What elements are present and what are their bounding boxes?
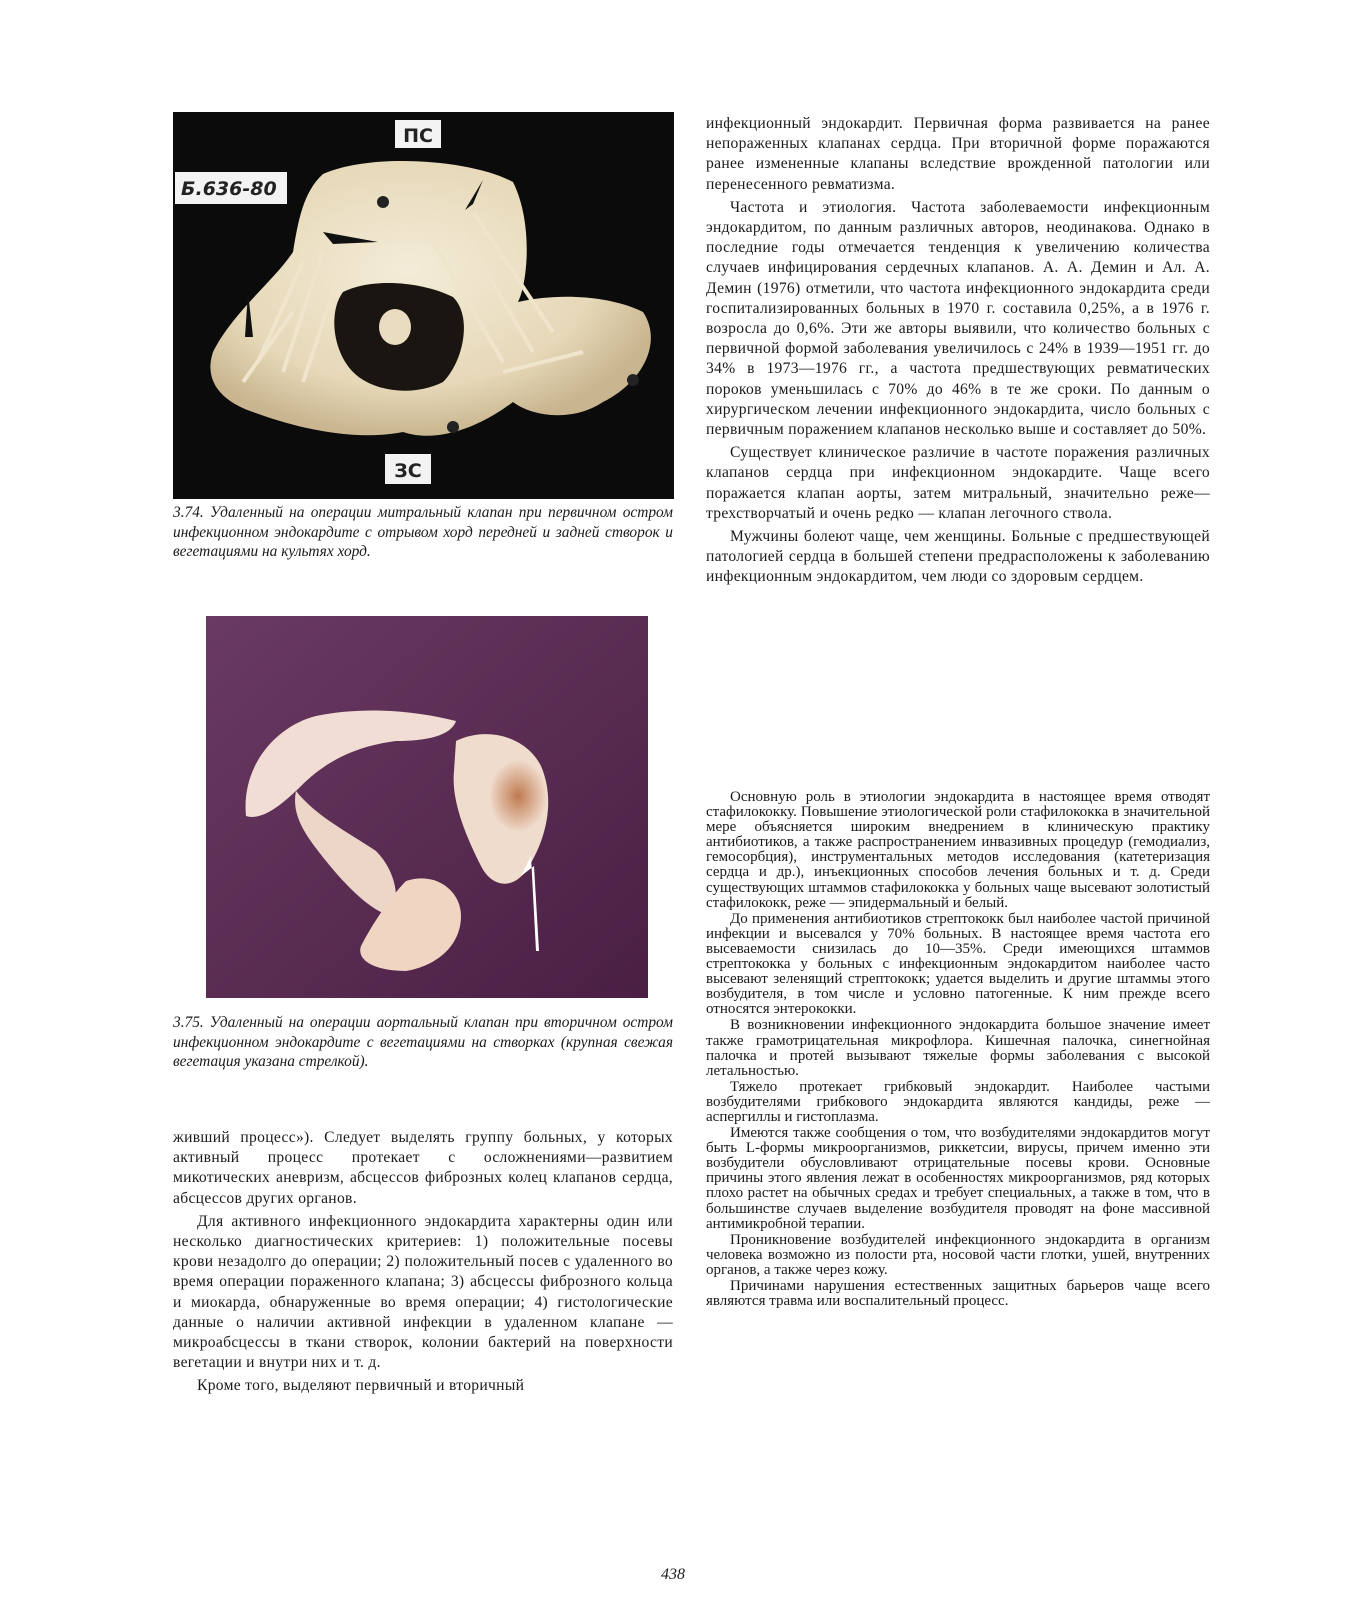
figure-3-75-photo (206, 616, 648, 998)
small-paragraph: Тяжело протекает грибковый эндокардит. Наиболее частыми возбудителями грибкового эндокардита являются кандиды, реже — аспергиллы и гистоплазма. (706, 1078, 1210, 1125)
figure-3-74-photo (173, 112, 674, 499)
paragraph: Существует клиническое различие в частоте поражения различных клапанов сердца при инфекционном эндокардите. Чаще всего поражается клапан аорты, затем митральный, значительно реже—трехстворчатый и очень редко — клапан легочного ствола. (706, 444, 1210, 522)
paragraph: Мужчины болеют чаще, чем женщины. Больные с предшествующей патологией сердца в большей степени предрасположены к заболеванию инфекционным эндокардитом, чем люди со здоровым сердцем. (706, 528, 1210, 586)
right-column-small-text (706, 790, 1210, 1309)
paragraph: Для активного инфекционного эндокардита характерны один или несколько диагностических критериев: 1) положительные посевы крови незадолго до операции; 2) положительный посев с удаленного во время операции пораженного клапана; 3) абсцессы фиброзного кольца и миокарда, обнаруженные во время операции; 4) гистологические данные о наличии активной инфекции в удаленном клапане — микроабсцессы в ткани створок, колонии бактерий на поверхности вегетации и внутри них и т. д. (173, 1212, 673, 1372)
small-paragraph: Причинами нарушения естественных защитных барьеров чаще всего являются травма или воспалительный процесс. (706, 1278, 1210, 1310)
small-paragraph: Имеются также сообщения о том, что возбудителями эндокардитов могут быть L-формы микроорганизмов, риккетсии, вирусы, причем именно эти возбудители обусловливают отрицательные посевы крови. Основные причины этого явления лежат в особенностях микроорганизмов, ряд которых плохо растет на обычных средах и требует специальных, а также в том, что в большинстве случаев выделение возбудителя проводят на фоне массивной антимикробной терапии. (706, 1125, 1210, 1232)
paragraph: живший процесс»). Следует выделять группу больных, у которых активный процесс протекает с осложнениями—развитием микотических аневризм, абсцессов фиброзных колец клапанов сердца, абсцессов других органов. (173, 1129, 673, 1207)
paragraph: инфекционный эндокардит. Первичная форма развивается на ранее непораженных клапанах сердца. При вторичной форме поражаются ранее измененные клапаны вследствие врожденной патологии или перенесенного ревматизма. (706, 115, 1210, 193)
small-paragraph: Проникновение возбудителей инфекционного эндокардита в организм человека возможно из полости рта, носовой части глотки, ушей, внутренних органов, а также через кожу. (706, 1231, 1210, 1278)
right-column-text (706, 114, 1210, 588)
label-zs: ЗС (394, 460, 422, 482)
specimen-number: Б.636-80 (181, 178, 277, 200)
left-column-text (173, 1128, 673, 1397)
vegetation-shape (379, 309, 411, 345)
small-paragraph: Основную роль в этиологии эндокардита в настоящее время отводят стафилококку. Повышение этиологической роли стафилококка в значительной мере объясняется широким внедрением в клиническую практику антибиотиков, а также распространением инвазивных процедур (гемодиализ, гемосорбция), инструментальных методов исследования (катетеризация сердца и др.), инъекционных способов лечения больных и т. д. Среди существующих штаммов стафилококка у больных чаще высевают золотистый стафилококк, реже — эпидермальный и белый. (706, 789, 1210, 911)
paragraph: Частота и этиология. Частота заболеваемости инфекционным эндокардитом, по данным различных авторов, неодинакова. Однако в последние годы отмечается тенденция к увеличению количества случаев инфицирования сердечных клапанов. А. А. Демин и Ал. А. Демин (1976) отметили, что частота инфекционного эндокардита среди госпитализированных больных в 1970 г. составила 0,25%, а в 1976 г. возросла до 0,6%. Эти же авторы выявили, что количество больных с первичной формой заболевания увеличилось с 24% в 1939—1951 гг. до 34% в 1973—1976 гг., а частота предшествующих ревматических пороков уменьшилась с 70% до 46% в те же сроки. По данным о хирургическом лечении инфекционного эндокардита, число больных с первичным поражением клапанов несколько выше и составляет до 50%. (706, 198, 1210, 439)
aortic-valve-image (206, 616, 648, 998)
small-paragraph: До применения антибиотиков стрептококк был наиболее частой причиной инфекции и высевался у 70% больных. В настоящее время частота его высеваемости снизилась до 10—35%. Среди имеющихся штаммов стрептококка у больных с инфекционным эндокардитом наиболее часто высевают зеленящий стрептококк; удается выделить и другие штаммы этого возбудителя, в том числе и условно патогенные. К ним прежде всего относятся энтерококки. (706, 910, 1210, 1018)
label-ps: ПС (403, 125, 433, 147)
paragraph: Кроме того, выделяют первичный и вторичный (197, 1377, 525, 1395)
mitral-valve-image (173, 112, 674, 499)
figure-3-75-caption: 3.75. Удаленный на операции аортальный клапан при вторичном остром инфекционном эндокардите с вегетациями на створках (крупная свежая вегетация указана стрелкой). (173, 1014, 673, 1070)
small-paragraph: В возникновении инфекционного эндокардита большое значение имеет также грамотрицательная микрофлора. Кишечная палочка, синегнойная палочка и протей вызывают тяжелые формы заболевания с высокой летальностью. (706, 1017, 1210, 1079)
figure-3-74-caption: 3.74. Удаленный на операции митральный клапан при первичном остром инфекционном эндокардите с отрывом хорд передней и задней створок и вегетациями на культях хорд. (173, 504, 673, 560)
vegetation-shape (490, 761, 546, 831)
page-number: 438 (661, 1566, 685, 1583)
